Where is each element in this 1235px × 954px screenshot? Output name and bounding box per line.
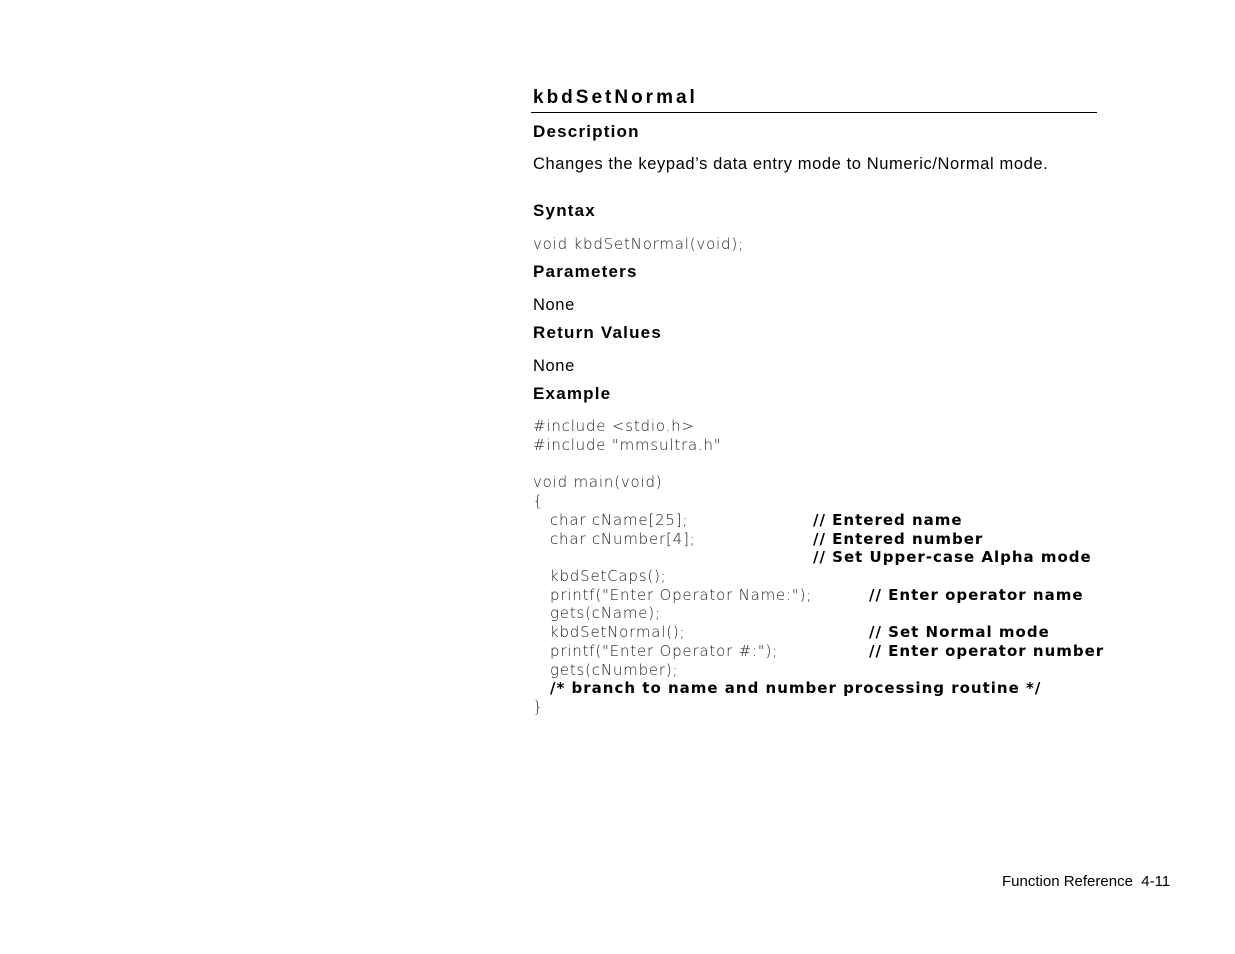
code-line: printf("Enter Operator #:"); [550,642,779,660]
description-heading: Description [533,122,640,141]
code-line: char cNumber[4]; [550,530,696,548]
code-line: void main(void) [533,473,663,491]
code-comment: // Set Upper-case Alpha mode [813,548,1092,566]
code-comment: // Entered number [813,530,984,548]
code-line: } [533,698,544,716]
code-comment: /* branch to name and number processing routine */ [550,679,1042,697]
code-line: #include "mmsultra.h" [533,436,722,454]
syntax-code: void kbdSetNormal(void); [533,235,744,253]
code-line: printf("Enter Operator Name:"); [550,586,813,604]
code-comment: // Set Normal mode [869,623,1050,641]
code-comment: // Enter operator number [869,642,1105,660]
return-values-text: None [533,357,575,375]
code-line: char cName[25]; [550,511,689,529]
code-comment: // Entered name [813,511,963,529]
code-line: { [533,492,544,510]
description-text: Changes the keypad’s data entry mode to Numeric/Normal mode. [533,155,1049,173]
syntax-heading: Syntax [533,201,596,220]
code-line: kbdSetNormal(); [550,623,686,641]
page-title: kbdSetNormal [533,87,698,108]
parameters-heading: Parameters [533,262,638,281]
code-line: gets(cName); [550,604,661,622]
code-line: #include <stdio.h> [533,417,695,435]
code-line: kbdSetCaps(); [550,567,667,585]
return-values-heading: Return Values [533,323,662,342]
parameters-text: None [533,296,575,314]
title-rule [531,112,1097,113]
page-footer: Function Reference 4-11 [1002,873,1171,890]
code-line: gets(cNumber); [550,661,679,679]
code-comment: // Enter operator name [869,586,1084,604]
example-heading: Example [533,384,612,403]
